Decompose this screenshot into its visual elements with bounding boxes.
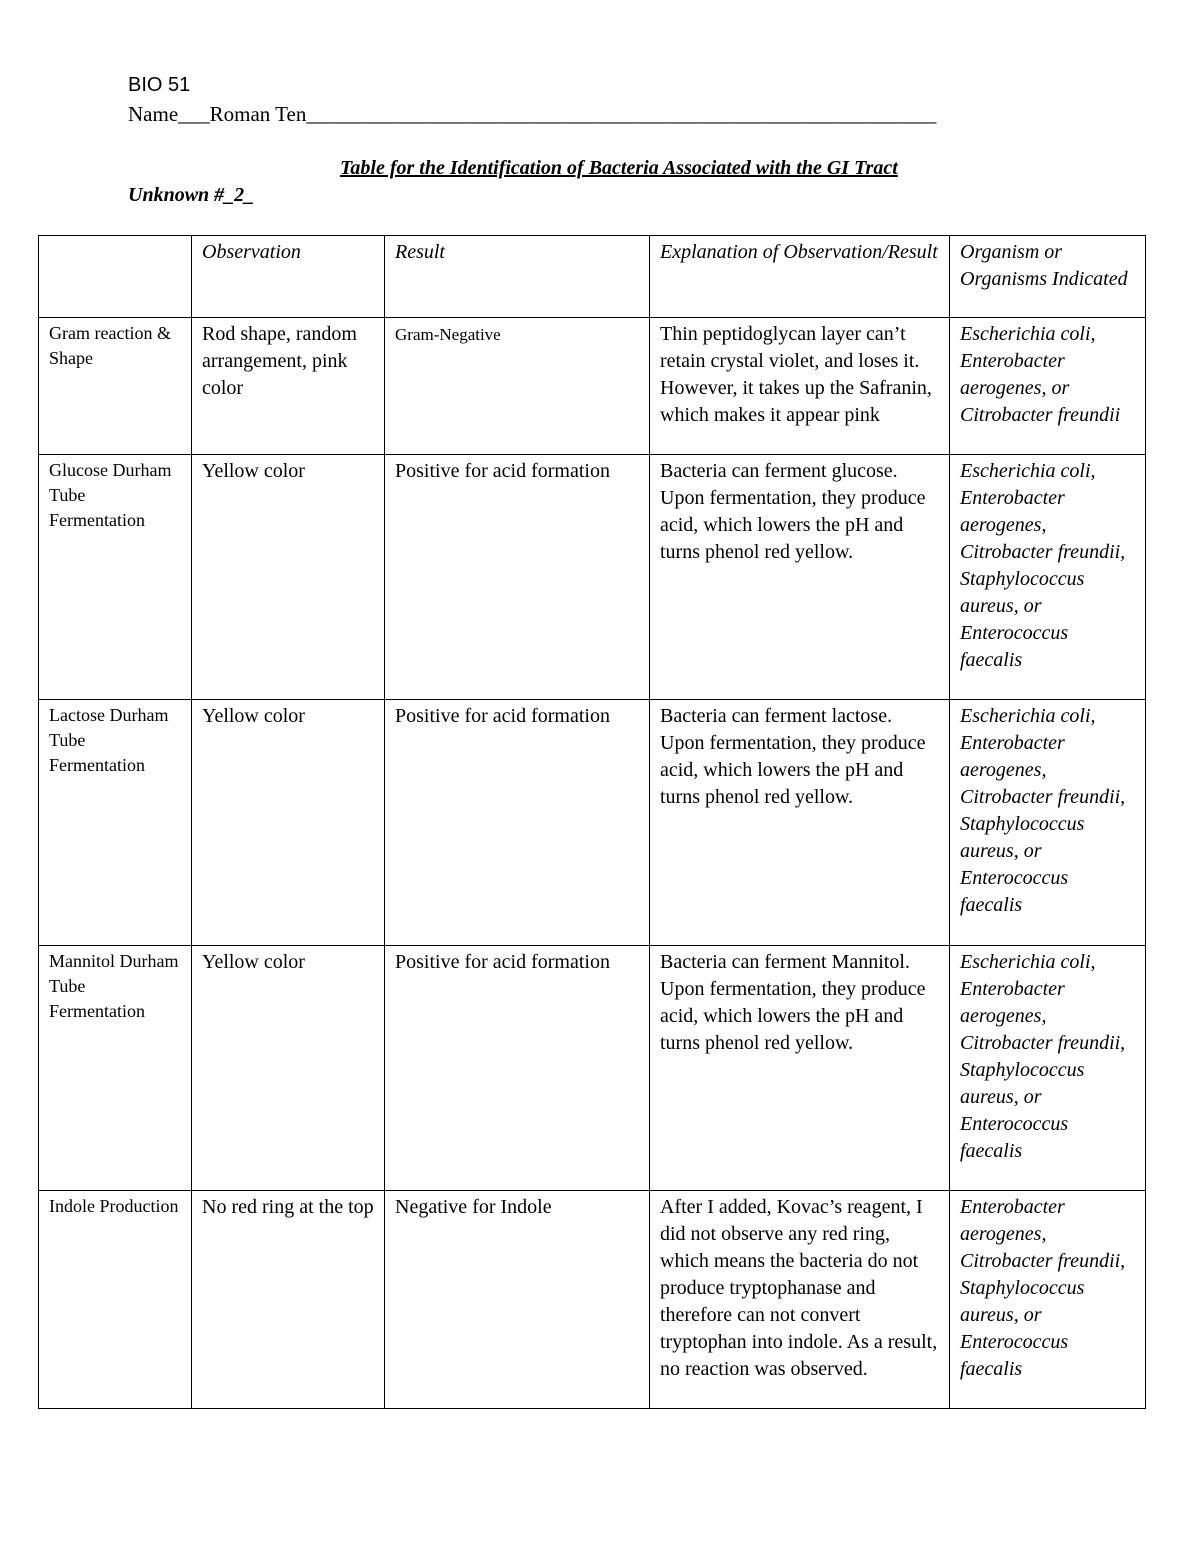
result-cell: Gram-Negative (385, 318, 650, 455)
explanation-cell: Bacteria can ferment Mannitol. Upon fermentation, they produce acid, which lowers the pH and turns phenol red yellow. (650, 946, 950, 1191)
table-row (39, 946, 1146, 1191)
observation-cell: Rod shape, random arrangement, pink color (192, 318, 385, 455)
table-row (39, 700, 1146, 946)
result-cell: Positive for acid formation (385, 700, 650, 946)
header-cell-result: Result (385, 236, 650, 318)
table-row (39, 318, 1146, 455)
header-cell-explanation: Explanation of Observation/Result (650, 236, 950, 318)
table-row (39, 1191, 1146, 1409)
result-cell: Positive for acid formation (385, 946, 650, 1191)
test-name-cell: Mannitol Durham Tube Fermentation (39, 946, 192, 1191)
student-name-line: Name___Roman Ten____________________________________________________________ (128, 102, 937, 126)
organisms-cell: Escherichia coli, Enterobacter aerogenes, Citrobacter freundii, Staphylococcus aureus, or Enterococcus faecalis (950, 700, 1146, 946)
explanation-cell: Thin peptidoglycan layer can’t retain crystal violet, and loses it. However, it takes up the Safranin, which makes it appear pink (650, 318, 950, 455)
document-title: Table for the Identification of Bacteria Associated with the GI Tract (340, 157, 898, 179)
explanation-cell: Bacteria can ferment glucose. Upon fermentation, they produce acid, which lowers the pH and turns phenol red yellow. (650, 455, 950, 700)
test-name-cell: Indole Production (39, 1191, 192, 1409)
result-cell: Positive for acid formation (385, 455, 650, 700)
test-name-cell: Gram reaction & Shape (39, 318, 192, 455)
header-cell-test (39, 236, 192, 318)
observation-cell: Yellow color (192, 455, 385, 700)
unknown-number: Unknown #_2_ (128, 184, 255, 206)
test-name-cell: Lactose Durham Tube Fermentation (39, 700, 192, 946)
explanation-cell: After I added, Kovac’s reagent, I did not observe any red ring, which means the bacteria do not produce tryptophanase and therefore can not convert tryptophan into indole. As a result, no reaction was observed. (650, 1191, 950, 1409)
result-cell: Negative for Indole (385, 1191, 650, 1409)
identification-table (38, 235, 1146, 1409)
organisms-cell: Enterobacter aerogenes, Citrobacter freundii, Staphylococcus aureus, or Enterococcus faecalis (950, 1191, 1146, 1409)
table-header-row (39, 236, 1146, 318)
test-name-cell: Glucose Durham Tube Fermentation (39, 455, 192, 700)
observation-cell: No red ring at the top (192, 1191, 385, 1409)
observation-cell: Yellow color (192, 946, 385, 1191)
organisms-cell: Escherichia coli, Enterobacter aerogenes, Citrobacter freundii, Staphylococcus aureus, or Enterococcus faecalis (950, 455, 1146, 700)
organisms-cell: Escherichia coli, Enterobacter aerogenes, Citrobacter freundii, Staphylococcus aureus, or Enterococcus faecalis (950, 946, 1146, 1191)
header-cell-organisms: Organism or Organisms Indicated (950, 236, 1146, 318)
organisms-cell: Escherichia coli, Enterobacter aerogenes, or Citrobacter freundii (950, 318, 1146, 455)
observation-cell: Yellow color (192, 700, 385, 946)
course-code: BIO 51 (128, 74, 191, 96)
explanation-cell: Bacteria can ferment lactose. Upon fermentation, they produce acid, which lowers the pH and turns phenol red yellow. (650, 700, 950, 946)
header-cell-observation: Observation (192, 236, 385, 318)
table-row (39, 455, 1146, 700)
